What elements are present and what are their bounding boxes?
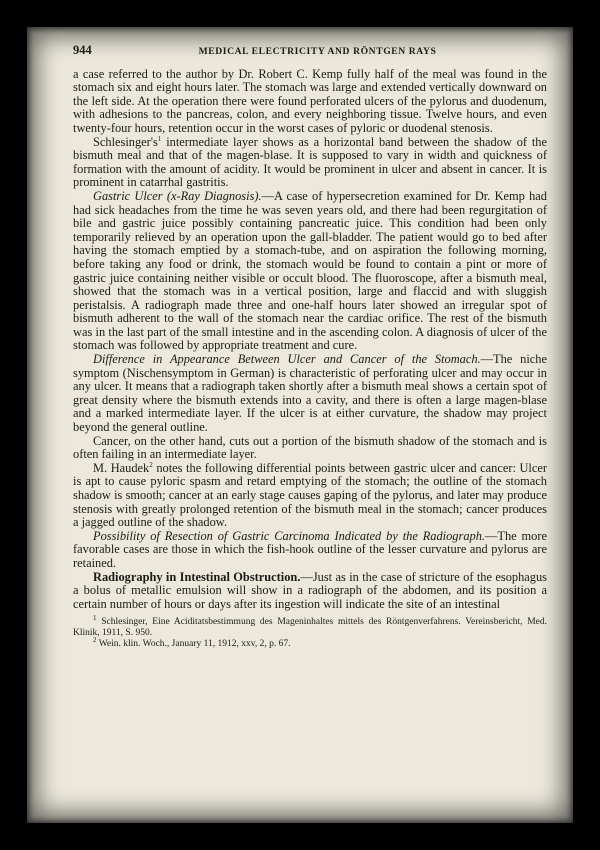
- gastric-ulcer-body: —A case of hypersecretion examined for Dr. Kemp had had sick headaches from the time he was seven years old, and there had been regurgitation of bile and gastric juice possibly containing pancreatic juice. This condition had been only temporarily relieved by an operation upon the gall-bladder. The patient would go to bed after having the stomach emptied by a stomach-tube, and on aspiration the following morning, before taking any food or drink, the stomach would be found to contain a pint or more of gastric juice containing neither visible or occult blood. The fluoroscope, after a bismuth meal, showed that the stomach was in a vertical position, large and flaccid and with sluggish peristalsis. A radiograph made three and one-half hours later showed an irregular spot of bismuth adherent to the wall of the stomach near the cardiac orifice. The rest of the bismuth was in the last part of the small intestine and in the ascending colon. A diagnosis of ulcer of the stomach was followed by appropriate treatment and cure.: [73, 188, 547, 353]
- schlesinger-name: Schlesinger's: [93, 134, 158, 149]
- resection-body: —The more favorable cases are those in which the fish-hook outline of the lesser curvature and pylorus are retained.: [73, 528, 548, 570]
- paragraph-resection: [73, 530, 547, 571]
- section-heading-intestinal-obstruction: Radiography in Intestinal Obstruction.: [93, 569, 301, 584]
- section-heading-ulcer-vs-cancer: Difference in Appearance Between Ulcer and Cancer of the Stomach.: [93, 352, 481, 367]
- paragraph-cancer: Cancer, on the other hand, cuts out a portion of the bismuth shadow of the stomach and is often failing in an intermediate layer.: [73, 433, 547, 462]
- paragraph-haudek: [73, 462, 547, 530]
- paragraph-ulcer-vs-cancer: [73, 353, 547, 435]
- book-page: [27, 27, 573, 823]
- footnotes: [73, 614, 547, 650]
- page-number: 944: [73, 43, 92, 57]
- ulcer-vs-cancer-body: —The niche symptom (Nischensymptom in German) is characteristic of perforating ulcer and may occur in any ulcer. It means that a radiograph taken shortly after a bismuth meal shows a certain spot of great density where the bismuth extends into a cavity, and there is often a large magen-blase and a marked intermediate layer. If the ulcer is at either curvature, the shadow may project beyond the general outline.: [73, 352, 547, 435]
- paragraph-gastric-ulcer: [73, 190, 547, 353]
- footnote-1: [73, 614, 547, 639]
- section-heading-resection: Possibility of Resection of Gastric Carcinoma Indicated by the Radiograph.: [93, 528, 486, 543]
- footnote-ref-1: 1: [157, 134, 162, 143]
- paragraph-schlesinger: [73, 136, 547, 190]
- page-content: [73, 44, 547, 650]
- page-header: [73, 44, 547, 59]
- section-heading-gastric-ulcer: Gastric Ulcer (x-Ray Diagnosis).: [93, 188, 262, 203]
- paragraph-continued: a case referred to the author by Dr. Robert C. Kemp fully half of the meal was found in the stomach six and eight hours later. The stomach was large and extended vertically downward on the left side. At the operation there were found perforated ulcers of the pylorus and duodenum, with adhesions to the pancreas, colon, and every neighboring tissue. Twelve hours, and even twenty-four hours, retention occur in the worst cases of pyloric or duodenal stenosis.: [73, 66, 547, 135]
- footnote-1-text: Schlesinger, Eine Aciditatsbestimmung des Mageninhaltes mittels des Röntgenverfahrens. Vereinsbericht, Med. Klinik, 1911, S. 950.: [73, 617, 547, 639]
- footnote-2-text: Wein. klin. Woch., January 11, 1912, xxv, 2, p. 67.: [96, 639, 291, 650]
- paragraph-intestinal-obstruction: [73, 571, 547, 612]
- running-head: MEDICAL ELECTRICITY AND RÖNTGEN RAYS: [198, 46, 437, 57]
- schlesinger-body: intermediate layer shows as a horizontal band between the shadow of the bismuth meal and that of the magen-blase. It is supposed to vary in width and quickness of formation with the amount of acidity. It would be prominent in ulcer and absent in cancer. It is prominent in catarrhal gastritis.: [73, 134, 547, 190]
- footnote-1-number: 1: [93, 614, 97, 623]
- footnote-ref-2: 2: [149, 460, 153, 469]
- haudek-name: M. Haudek: [93, 460, 150, 475]
- footnote-2-number: 2: [93, 636, 97, 645]
- haudek-body: notes the following differential points between gastric ulcer and cancer: Ulcer is apt to cause pyloric spasm and retard emptying of the stomach; the outline of the stomach shadow is smooth; cancer at an early stage causes gaping of the pylorus, and later may produce stenosis with greatly prolonged retention of the bismuth meal in the stomach; cancer produces a jagged outline of the shadow.: [73, 460, 547, 530]
- intestinal-obstruction-body: —Just as in the case of stricture of the esophagus a bolus of metallic emulsion will show in a radiograph of the abdomen, and its position a certain number of hours or days after its ingestion will indicate the site of an intestinal: [73, 569, 547, 611]
- footnote-2: [73, 636, 547, 650]
